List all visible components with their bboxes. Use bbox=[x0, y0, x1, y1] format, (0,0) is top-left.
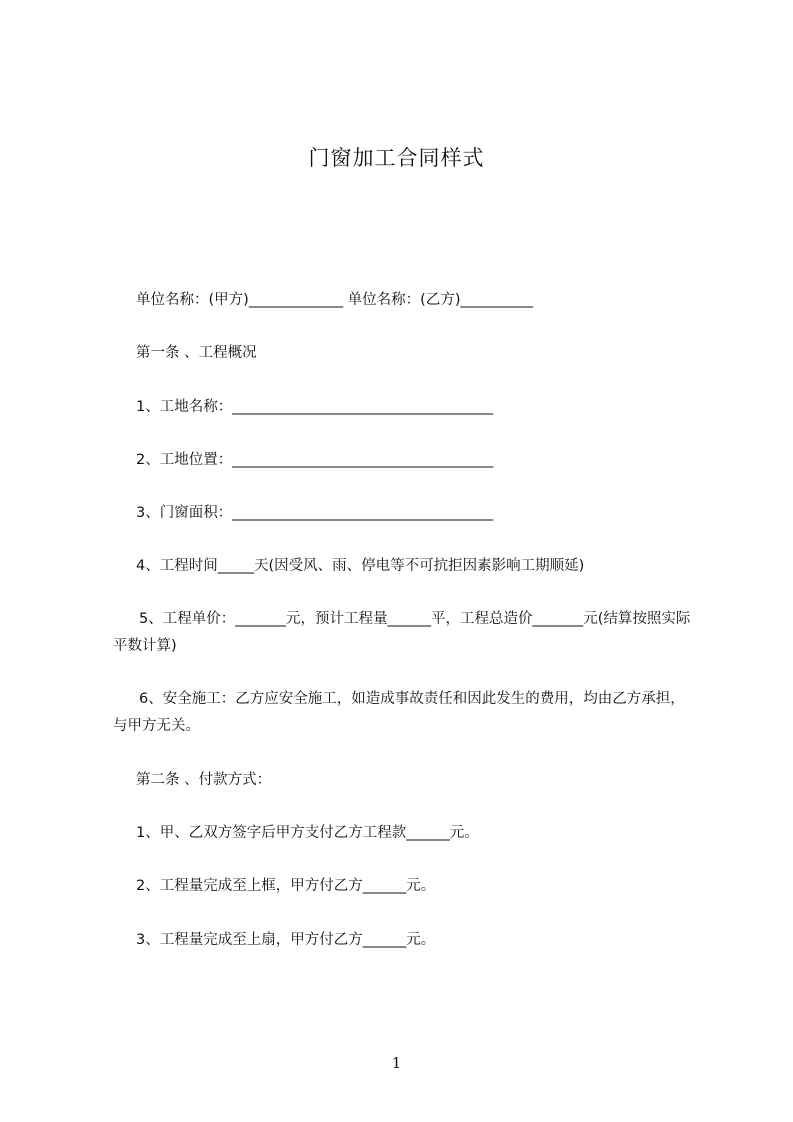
safety-paragraph: 6、安全施工：乙方应安全施工，如造成事故责任和因此发生的费用，均由乙方承担，与甲方无关。 bbox=[113, 691, 685, 734]
unit-price-paragraph: 5、工程单价：_______元，预计工程量______平，工程总造价_______元(结算按照实际平数计算) bbox=[113, 611, 691, 654]
article-1-heading: 第一条 、工程概况 bbox=[136, 345, 257, 361]
payment-item-2: 2、工程量完成至上框，甲方付乙方______元。 bbox=[136, 878, 436, 894]
page-number: 1 bbox=[391, 1054, 402, 1072]
article-2-heading: 第二条 、付款方式： bbox=[136, 772, 272, 788]
payment-item-3: 3、工程量完成至上扇，甲方付乙方______元。 bbox=[136, 932, 436, 948]
party-names: 单位名称：(甲方)_____________ 单位名称：(乙方)__________ bbox=[136, 292, 533, 308]
site-name-line: 1、工地名称：____________________________________ bbox=[136, 399, 494, 415]
payment-item-1: 1、甲、乙双方签字后甲方支付乙方工程款______元。 bbox=[136, 825, 479, 841]
document-title: 门窗加工合同样式 bbox=[308, 146, 485, 170]
project-duration-line: 4、工程时间_____天(因受风、雨、停电等不可抗拒因素影响工期顺延) bbox=[136, 558, 585, 574]
window-area-line: 3、门窗面积：____________________________________ bbox=[136, 505, 494, 521]
site-location-line: 2、工地位置：____________________________________ bbox=[136, 452, 494, 468]
